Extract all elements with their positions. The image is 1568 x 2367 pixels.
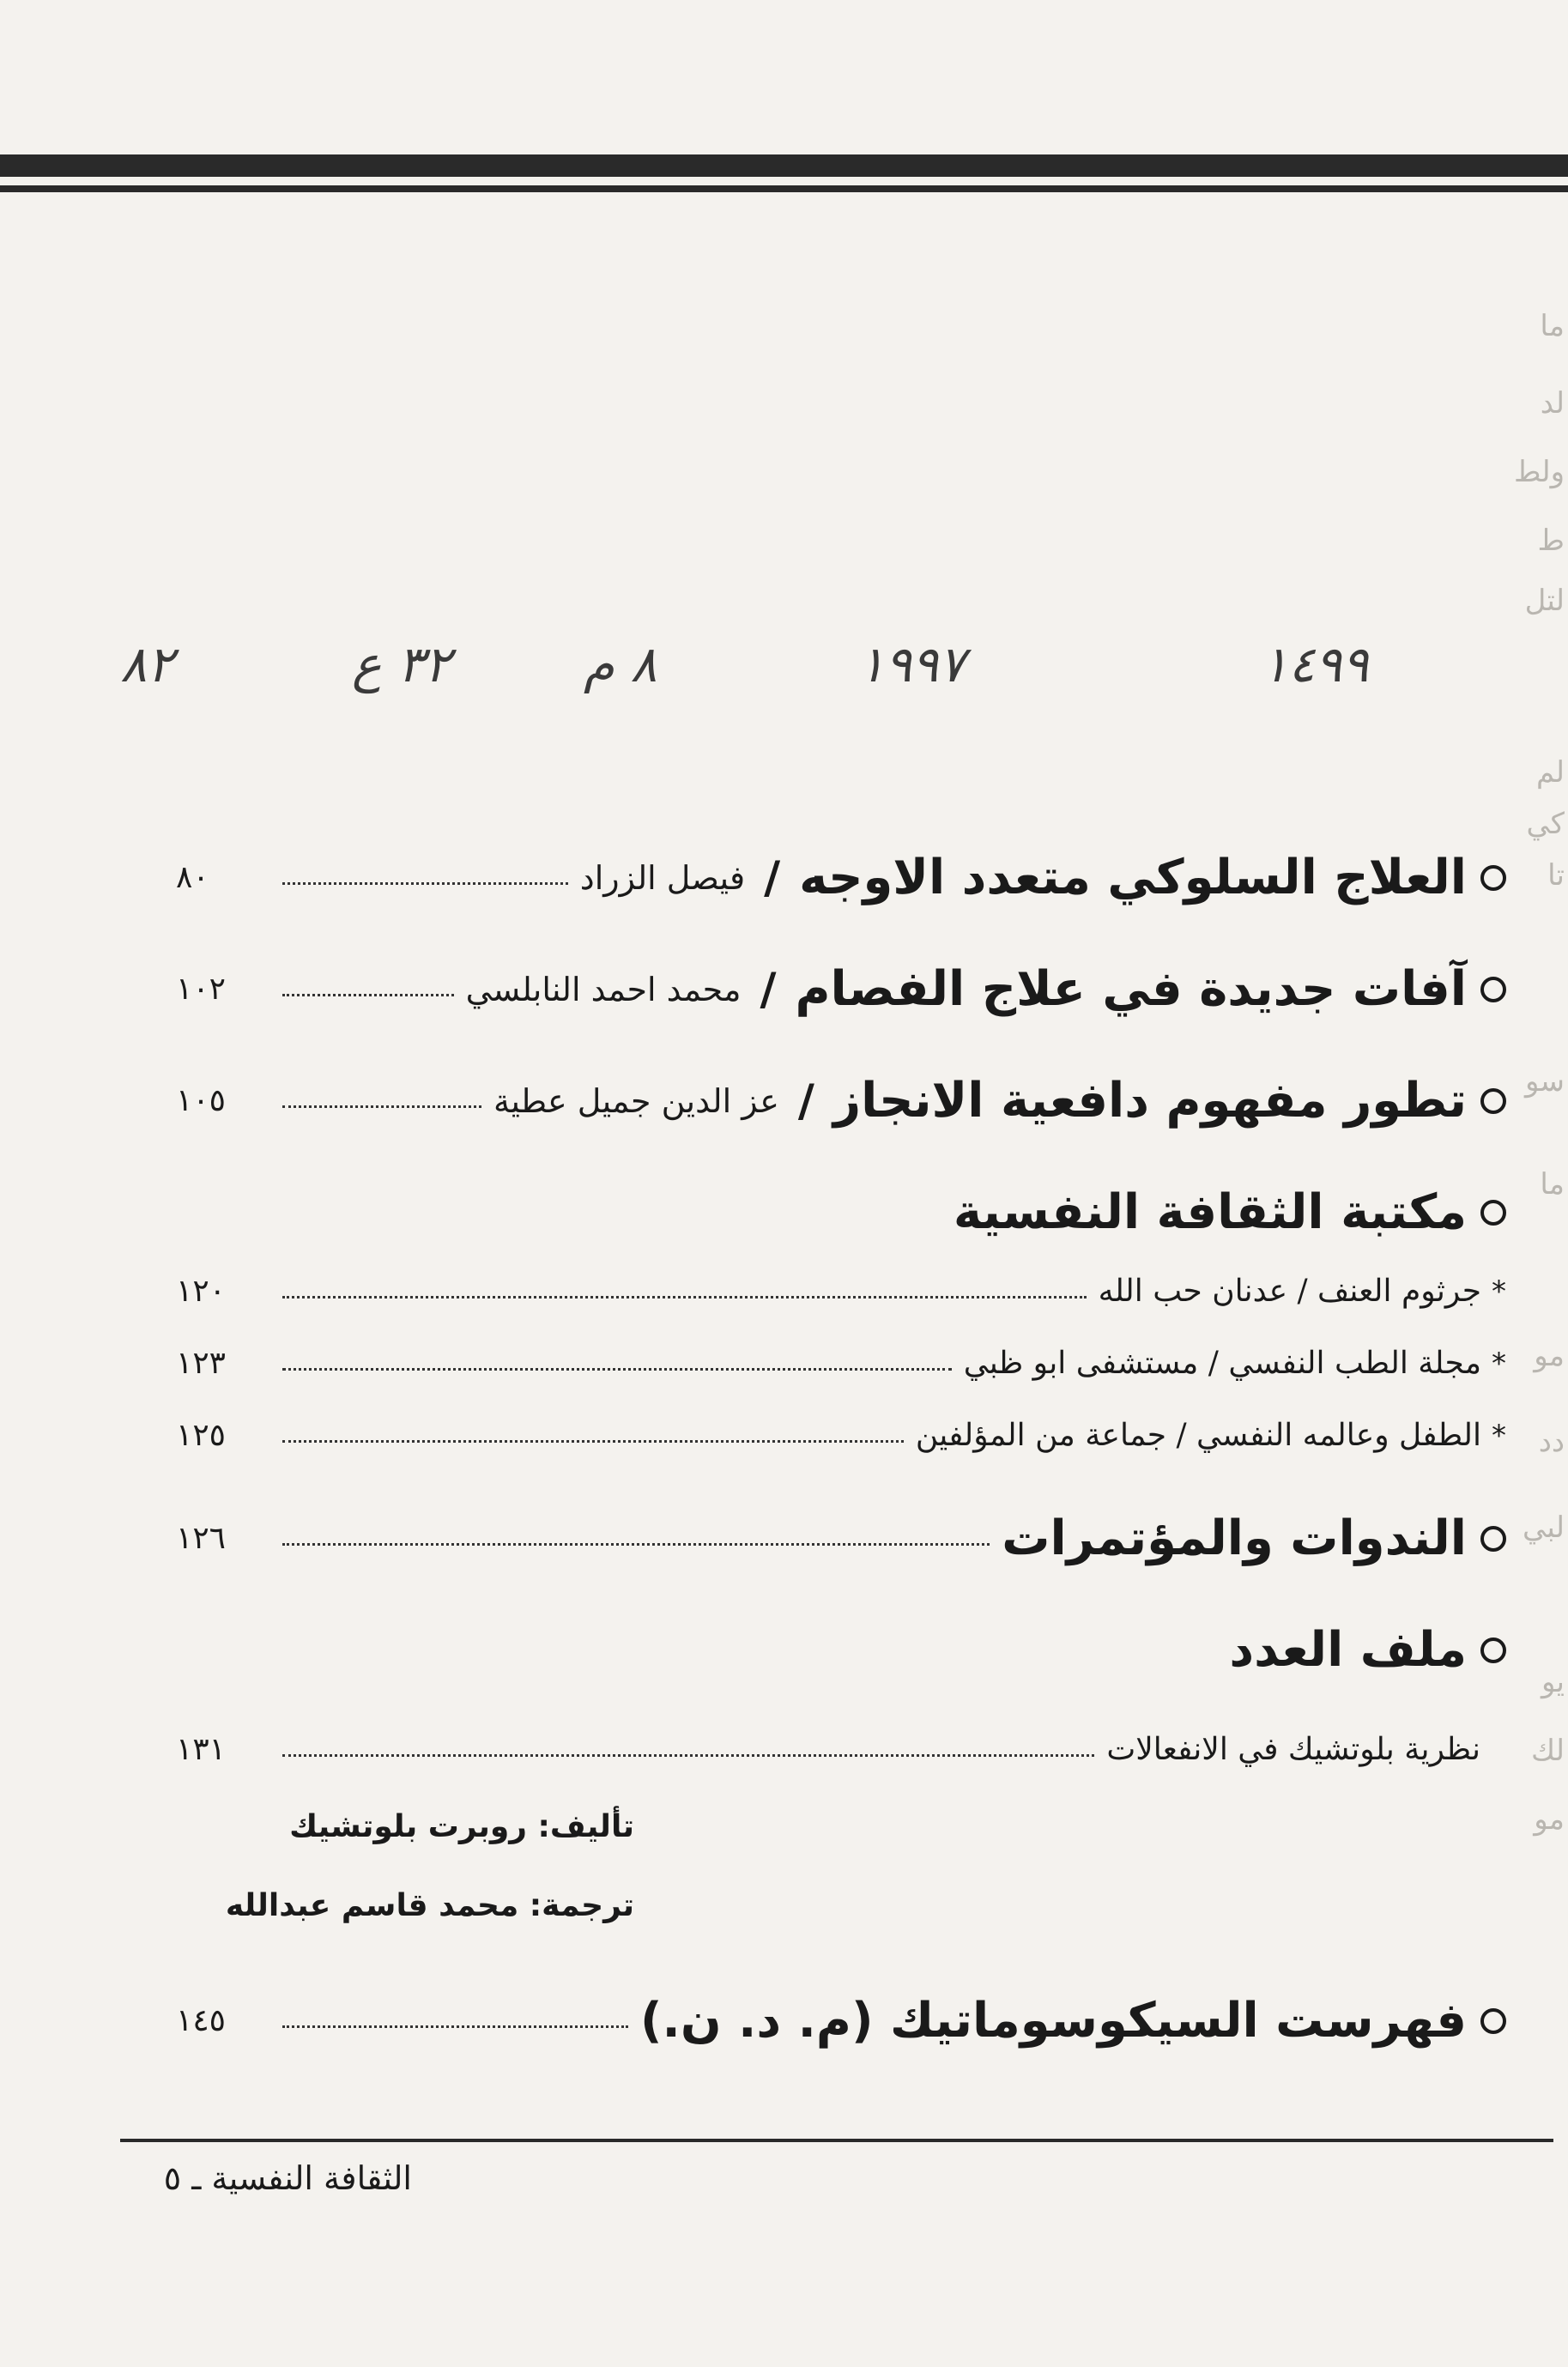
circle-bullet-icon xyxy=(1480,977,1506,1002)
circle-bullet-icon xyxy=(1480,2008,1506,2034)
separator-slash: / xyxy=(764,851,781,904)
asterisk-bullet-icon: * xyxy=(1492,1418,1506,1453)
toc-section-issue-file[interactable] xyxy=(176,1622,1506,1678)
header-rule-thin xyxy=(0,185,1568,192)
dot-leader xyxy=(282,882,568,885)
handwritten-mark: ٨ م xyxy=(584,635,657,693)
toc-entry[interactable] xyxy=(176,1993,1506,2049)
toc-entry-title: آفات جديدة في علاج الفصام xyxy=(795,961,1467,1017)
toc-entry-author: محمد احمد النابلسي xyxy=(465,970,742,1008)
separator-slash: / xyxy=(760,963,777,1015)
page-number: ٨٠ xyxy=(176,860,209,895)
dot-leader xyxy=(282,1368,952,1371)
toc-entry-title: الندوات والمؤتمرات xyxy=(1002,1510,1467,1566)
handwritten-mark: ٨٢ xyxy=(120,635,174,693)
handwritten-note xyxy=(120,635,1408,729)
asterisk-bullet-icon: * xyxy=(1492,1346,1506,1381)
toc-entry-author: فيصل الزراد xyxy=(579,858,746,897)
toc-subentry[interactable] xyxy=(176,1346,1506,1381)
section-title: مكتبة الثقافة النفسية xyxy=(953,1184,1467,1240)
page-number: ١٢٠ xyxy=(176,1274,227,1309)
page-number: ١٣١ xyxy=(176,1732,227,1767)
circle-bullet-icon xyxy=(1480,865,1506,891)
margin-mark: ما xyxy=(1540,1167,1565,1202)
handwritten-mark: ١٩٩٧ xyxy=(858,635,966,693)
margin-mark: لم xyxy=(1536,755,1565,790)
dot-leader xyxy=(282,1440,904,1443)
toc-entry[interactable] xyxy=(176,1073,1506,1129)
toc-entry-author: عز الدين جميل عطية xyxy=(493,1081,779,1120)
handwritten-mark: ٣٢ ع xyxy=(352,635,451,693)
circle-bullet-icon xyxy=(1480,1088,1506,1114)
circle-bullet-icon xyxy=(1480,1638,1506,1663)
margin-mark: مو xyxy=(1534,1339,1565,1373)
dot-leader xyxy=(282,994,454,996)
toc-entry-title: تطور مفهوم دافعية الانجاز xyxy=(832,1073,1467,1129)
margin-mark: ما xyxy=(1540,309,1565,343)
margin-mark: دد xyxy=(1538,1425,1565,1459)
translator-credit: ترجمة: محمد قاسم عبدالله xyxy=(225,1888,634,1923)
handwritten-mark: ١٤٩٩ xyxy=(1262,635,1369,693)
toc-subentry[interactable] xyxy=(176,1274,1506,1309)
margin-mark: لك xyxy=(1530,1734,1565,1768)
separator-slash: / xyxy=(797,1075,814,1127)
margin-mark: لبي xyxy=(1523,1510,1565,1545)
toc-subentry[interactable] xyxy=(176,1418,1506,1453)
toc-section-library[interactable] xyxy=(176,1184,1506,1240)
footer-rule xyxy=(120,2139,1553,2142)
section-title: ملف العدد xyxy=(1229,1622,1467,1678)
page-number: ١٠٥ xyxy=(176,1083,227,1118)
toc-subentry[interactable] xyxy=(176,1732,1506,1767)
page-number: ١٤٥ xyxy=(176,2003,227,2038)
page-number: ١٢٣ xyxy=(176,1346,227,1381)
circle-bullet-icon xyxy=(1480,1200,1506,1226)
dot-leader xyxy=(282,1543,990,1546)
page-number: ١٠٢ xyxy=(176,972,227,1007)
asterisk-bullet-icon: * xyxy=(1492,1274,1506,1309)
margin-mark: سو xyxy=(1524,1064,1565,1099)
dot-leader xyxy=(282,1105,481,1108)
page-footer: الثقافة النفسية ـ ٥ xyxy=(163,2159,412,2197)
page-number: ١٢٥ xyxy=(176,1418,227,1453)
margin-mark: لد xyxy=(1540,386,1565,421)
margin-mark: لتل xyxy=(1524,584,1565,618)
toc-entry-title: فهرست السيكوسوماتيك (م. د. ن.) xyxy=(639,1993,1467,2049)
margin-mark: تا xyxy=(1547,858,1565,893)
margin-mark: ط xyxy=(1537,524,1565,558)
margin-mark: ولط xyxy=(1513,455,1565,489)
dot-leader xyxy=(282,1296,1087,1299)
toc-subentry-text: نظرية بلوتشيك في الانفعالات xyxy=(1106,1732,1480,1767)
margin-mark: يو xyxy=(1541,1665,1565,1699)
toc-entry[interactable] xyxy=(176,961,1506,1017)
toc-entry-title: العلاج السلوكي متعدد الاوجه xyxy=(799,850,1467,905)
margin-mark: مو xyxy=(1534,1802,1565,1837)
circle-bullet-icon xyxy=(1480,1526,1506,1552)
toc-subentry-text: الطفل وعالمه النفسي / جماعة من المؤلفين xyxy=(915,1418,1481,1453)
margin-mark: كي xyxy=(1526,807,1565,841)
dot-leader xyxy=(282,1754,1094,1757)
toc-subentry-text: مجلة الطب النفسي / مستشفى ابو ظبي xyxy=(963,1346,1481,1381)
header-rule-thick xyxy=(0,154,1568,177)
dot-leader xyxy=(282,2025,628,2028)
page-number: ١٢٦ xyxy=(176,1521,227,1556)
toc-entry[interactable] xyxy=(176,1510,1506,1566)
author-credit: تأليف: روبرت بلوتشيك xyxy=(289,1809,634,1844)
toc-entry[interactable] xyxy=(176,850,1506,905)
toc-subentry-text: جرثوم العنف / عدنان حب الله xyxy=(1098,1274,1481,1309)
